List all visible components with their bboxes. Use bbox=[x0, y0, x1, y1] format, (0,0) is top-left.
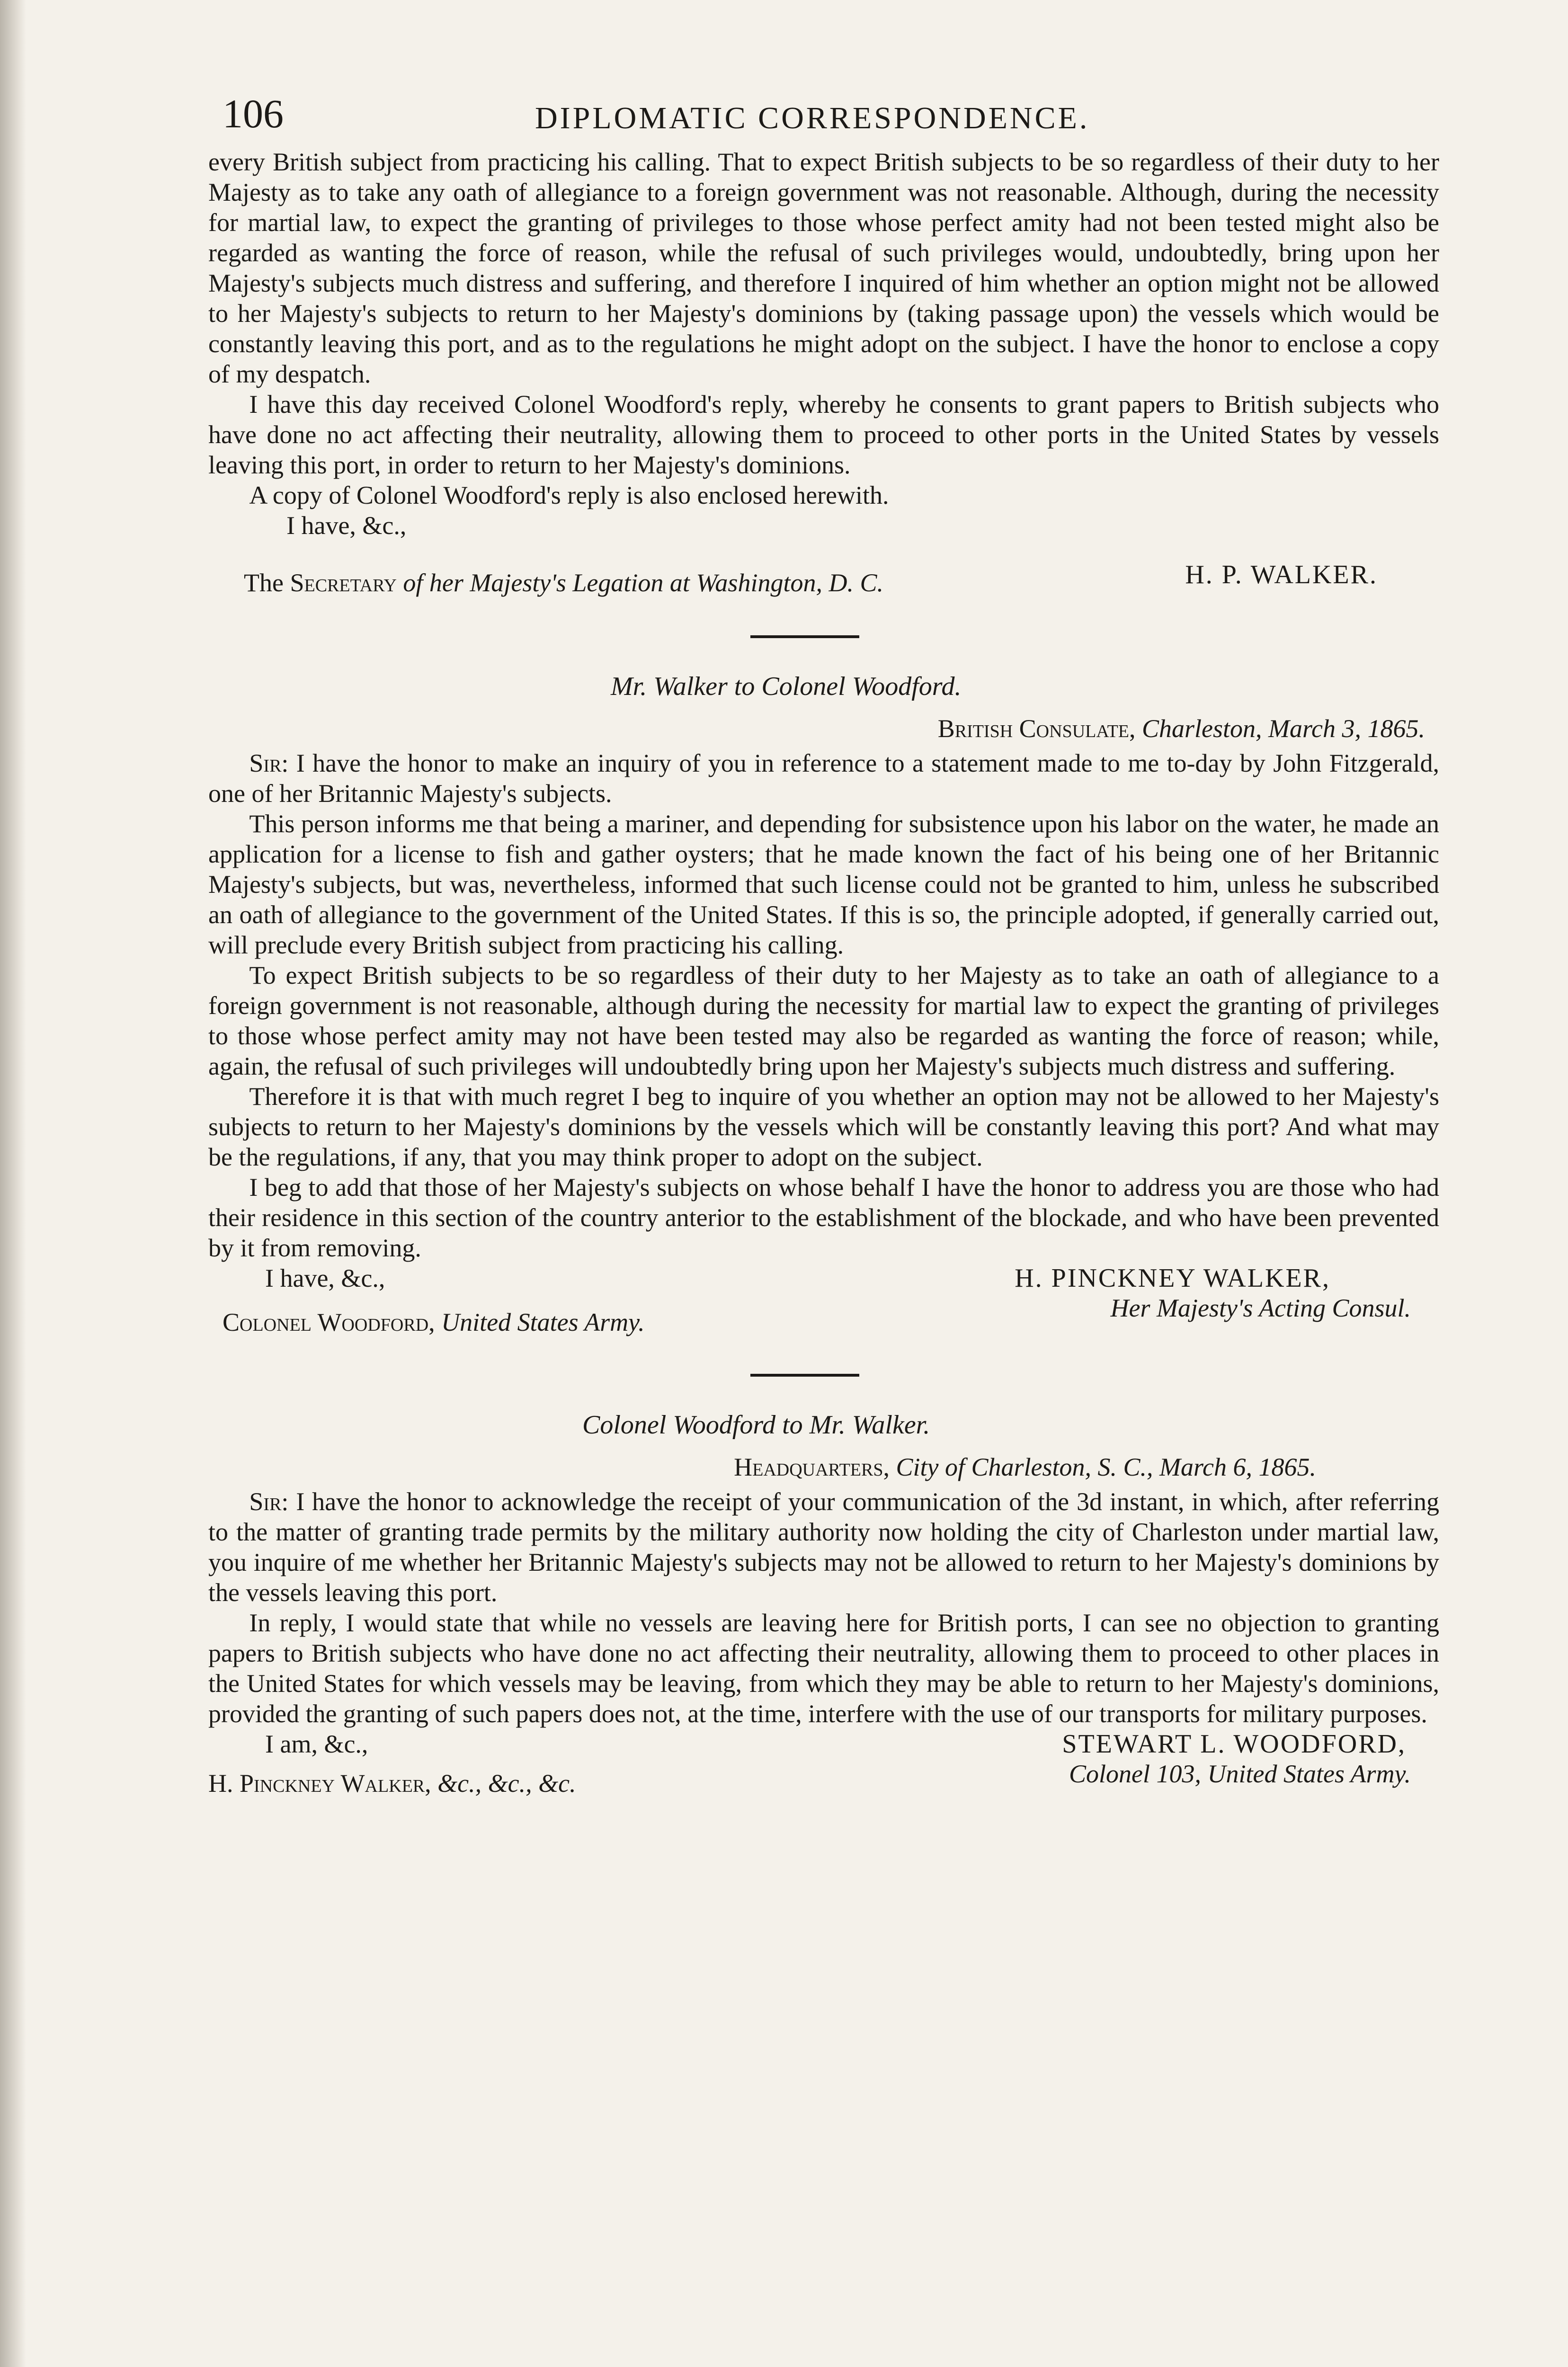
section-divider bbox=[750, 1374, 859, 1377]
closing: I have, &c., bbox=[286, 511, 407, 540]
signature-title: Colonel 103, United States Army. bbox=[1069, 1760, 1411, 1788]
section-divider bbox=[750, 635, 859, 638]
paragraph: Sir: I have the honor to acknowledge the receipt of your communication of the 3d instant, in which, after referring to the matter of granting trade permits by the military authority now holding the city of Charleston under martial law, you inquire of me whether her Britannic Majesty's subjects may not be allowed to return to her Majesty's dominions by the vessels leaving this port. bbox=[208, 1487, 1440, 1607]
paragraph: In reply, I would state that while no vessels are leaving here for British ports, I can see no objection to granting papers to British subjects who have done no act affecting their neutrality, allowing them to proceed to other places in the United States for which vessels may be leaving, from which they may be able to return to her Majesty's dominions, provided the granting of such papers does not, at the time, interfere with the use of our transports for military purposes. bbox=[208, 1609, 1439, 1728]
letter-2 bbox=[208, 671, 1439, 1345]
closing: I am, &c., bbox=[265, 1730, 368, 1758]
page-header bbox=[208, 90, 1439, 147]
paragraph: To expect British subjects to be so regardless of their duty to her Majesty as to take an oath of allegiance to a foreign government is not reasonable, although during the necessity for martial law to expect the granting of privileges to those whose perfect amity may not have been tested may also be regarded as wanting the force of reason; while, again, the refusal of such privileges will undoubtedly bring upon her Majesty's subjects much distress and suffering. bbox=[208, 961, 1439, 1080]
signature: H. PINCKNEY WALKER, bbox=[1015, 1264, 1330, 1293]
addressee: H. Pinckney Walker, &c., &c., &c. bbox=[208, 1769, 576, 1797]
signature-title: Her Majesty's Acting Consul. bbox=[1110, 1294, 1411, 1322]
dateline: Headquarters, City of Charleston, S. C., March 6, 1865. bbox=[734, 1453, 1316, 1481]
paragraph: This person informs me that being a mariner, and depending for subsistence upon his labor on the water, he made an application for a license to fish and gather oysters; that he made known the fact of his being one of her Britannic Majesty's subjects, but was, nevertheless, informed that such license could not be granted to him, unless he subscribed an oath of allegiance to the government of the United States. If this is so, the principle adopted, if generally carried out, will preclude every British subject from practicing his calling. bbox=[208, 810, 1439, 959]
closing: I have, &c., bbox=[265, 1264, 385, 1292]
document-page bbox=[208, 90, 1439, 1811]
signature: STEWART L. WOODFORD, bbox=[1062, 1729, 1406, 1759]
running-head: DIPLOMATIC CORRESPONDENCE. bbox=[535, 101, 1090, 135]
addressee: The Secretary of her Majesty's Legation at Washington, D. C. bbox=[244, 569, 883, 597]
page-number: 106 bbox=[223, 91, 284, 136]
signature-block bbox=[208, 1759, 1439, 1811]
closing-row bbox=[208, 1263, 1439, 1293]
paragraph: every British subject from practicing his calling. That to expect British subjects to be so regardless of their duty to her Majesty as to take any oath of allegiance to a foreign government was not reasonable. Although, during the necessity for martial law, to expect the granting of privileges to those whose perfect amity had not been tested might also be regarded as wanting the force of reason, while the refusal of such privileges would, undoubtedly, bring upon her Majesty's subjects much distress and suffering, and therefore I inquired of him whether an option might not be allowed to her Majesty's subjects to return to her Majesty's dominions by (taking passage upon) the vessels which would be constantly leaving this port, and as to the regulations he might adopt on the subject. I have the honor to enclose a copy of my despatch. bbox=[208, 148, 1439, 388]
page-edge-shadow bbox=[0, 0, 26, 2367]
paragraph: I beg to add that those of her Majesty's subjects on whose behalf I have the honor to address you are those who had their residence in this section of the country anterior to the establishment of the blockade, and who have been prevented by it from removing. bbox=[208, 1173, 1439, 1262]
letter-heading: Mr. Walker to Colonel Woodford. bbox=[611, 672, 962, 701]
letter-heading: Colonel Woodford to Mr. Walker. bbox=[582, 1410, 930, 1440]
paragraph: Sir: I have the honor to make an inquiry of you in reference to a statement made to me to-day by John Fitzgerald, one of her Britannic Majesty's subjects. bbox=[208, 749, 1440, 808]
paragraph: I have this day received Colonel Woodford's reply, whereby he consents to grant papers to British subjects who have done no act affecting their neutrality, allowing them to proceed to other ports in the United States by vessels leaving this port, in order to return to her Majesty's dominions. bbox=[208, 390, 1439, 479]
addressee: Colonel Woodford, United States Army. bbox=[223, 1308, 645, 1336]
paragraph: A copy of Colonel Woodford's reply is also enclosed herewith. bbox=[249, 481, 889, 509]
dateline: British Consulate, Charleston, March 3, 1865. bbox=[937, 714, 1425, 743]
letter-3 bbox=[208, 1410, 1439, 1811]
letter-1 bbox=[208, 147, 1439, 597]
signature: H. P. WALKER. bbox=[1185, 560, 1378, 589]
signature-block bbox=[208, 1293, 1439, 1345]
signature-block bbox=[208, 541, 1439, 597]
paragraph: Therefore it is that with much regret I beg to inquire of you whether an option may not be allowed to her Majesty's subjects to return to her Majesty's dominions by the vessels which will be constantly leaving this port? And what may be the regulations, if any, that you may think proper to adopt on the subject. bbox=[208, 1082, 1439, 1171]
closing-row bbox=[208, 1729, 1439, 1759]
